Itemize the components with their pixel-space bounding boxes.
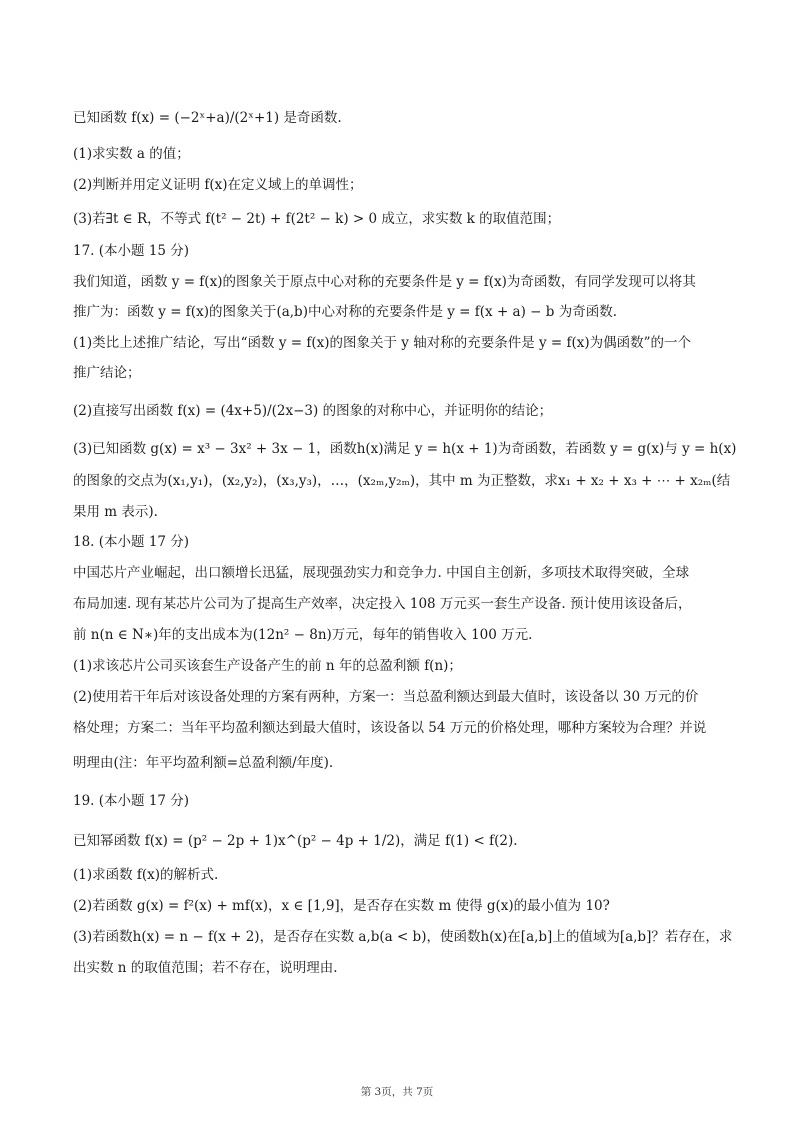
q18-heading: 18. (本小题 17 分) bbox=[73, 534, 190, 550]
q18-part2: 格处理；方案二：当年平均盈利额达到最大值时，该设备以 54 万元的价格处理，哪种方案较为合理？并说 bbox=[73, 720, 707, 736]
q17-part1: (1)类比上述推广结论，写出“函数 y = f(x)的图象关于 y 轴对称的充要条件是 y = f(x)为偶函数”的一个 bbox=[73, 335, 692, 351]
q18-text: 中国芯片产业崛起，出口额增长迅猛，展现强劲实力和竞争力. 中国自主创新，多项技术取得突破，全球 bbox=[73, 565, 690, 581]
q18-part2: 明理由(注：年平均盈利额=总盈利额/年度). bbox=[73, 755, 334, 771]
q17-part2: (2)直接写出函数 f(x) = (4x+5)/(2x−3) 的图象的对称中心，并证明你的结论； bbox=[73, 403, 553, 419]
q17-part3: (3)已知函数 g(x) = x³ − 3x² + 3x − 1，函数h(x)满足 y = h(x + 1)为奇函数，若函数 y = g(x)与 y = h(x) bbox=[73, 441, 737, 457]
q19-part1: (1)求函数 f(x)的解析式. bbox=[73, 867, 219, 883]
page-footer: 第 3页，共 7页 bbox=[360, 1086, 434, 1098]
q16-stem: 已知函数 f(x) = (−2ˣ+a)/(2ˣ+1) 是奇函数. bbox=[73, 110, 342, 126]
q16-part3: (3)若∃t ∈ R，不等式 f(t² − 2t) + f(2t² − k) > 0 成立，求实数 k 的取值范围； bbox=[73, 211, 561, 227]
q19-part2: (2)若函数 g(x) = f²(x) + mf(x)，x ∈ [1,9]，是否存在实数 m 使得 g(x)的最小值为 10? bbox=[73, 898, 610, 914]
q19-part3: 出实数 n 的取值范围；若不存在，说明理由. bbox=[73, 960, 338, 976]
q17-text: 推广为：函数 y = f(x)的图象关于(a,b)中心对称的充要条件是 y = f(x + a) − b 为奇函数. bbox=[73, 304, 617, 320]
q16-part2: (2)判断并用定义证明 f(x)在定义域上的单调性； bbox=[73, 177, 363, 193]
q18-part1: (1)求该芯片公司买该套生产设备产生的前 n 年的总盈利额 f(n)； bbox=[73, 658, 462, 674]
q17-heading: 17. (本小题 15 分) bbox=[73, 243, 190, 259]
q17-part3: 的图象的交点为(x₁,y₁)，(x₂,y₂)，(x₃,y₃)，…，(x₂ₘ,y₂ₘ)，其中 m 为正整数，求x₁ + x₂ + x₃ + ⋯ + x₂ₘ(结 bbox=[73, 473, 731, 489]
q19-part3: (3)若函数h(x) = n − f(x + 2)，是否存在实数 a,b(a < b)，使函数h(x)在[a,b]上的值域为[a,b]？若存在，求 bbox=[73, 929, 733, 945]
q18-part2: (2)使用若干年后对该设备处理的方案有两种，方案一：当总盈利额达到最大值时，该设备以 30 万元的价 bbox=[73, 689, 699, 705]
q17-text: 我们知道，函数 y = f(x)的图象关于原点中心对称的充要条件是 y = f(x)为奇函数，有同学发现可以将其 bbox=[73, 274, 696, 290]
q18-text: 前 n(n ∈ N∗)年的支出成本为(12n² − 8n)万元，每年的销售收入 100 万元. bbox=[73, 627, 533, 643]
q19-stem: 已知幂函数 f(x) = (p² − 2p + 1)x^(p² − 4p + 1/2)，满足 f(1) < f(2). bbox=[73, 833, 518, 849]
q19-heading: 19. (本小题 17 分) bbox=[73, 793, 190, 809]
q17-part1: 推广结论； bbox=[73, 365, 141, 381]
q17-part3: 果用 m 表示). bbox=[73, 504, 158, 520]
q16-part1: (1)求实数 a 的值； bbox=[73, 146, 190, 162]
q18-text: 布局加速. 现有某芯片公司为了提高生产效率，决定投入 108 万元买一套生产设备. 预计使用该设备后， bbox=[73, 596, 692, 612]
